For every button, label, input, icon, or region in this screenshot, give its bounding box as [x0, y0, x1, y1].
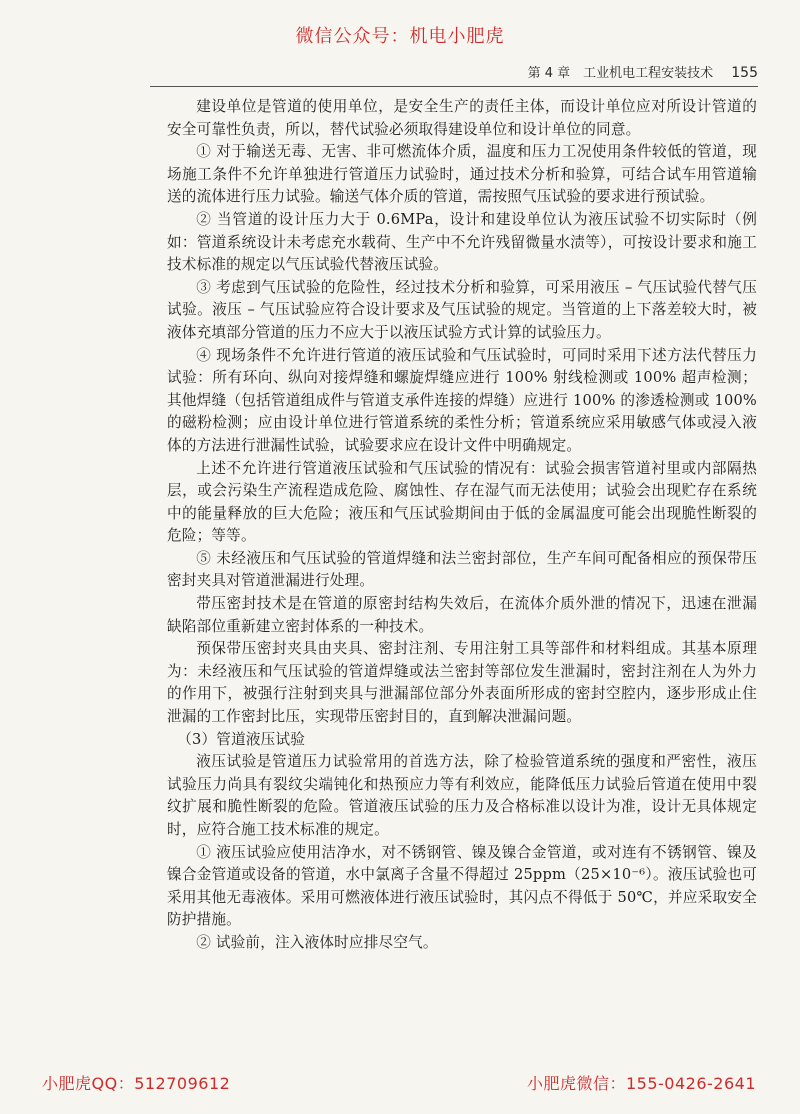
header-divider	[150, 86, 758, 87]
body-text	[167, 96, 757, 955]
paragraph: ② 试验前，注入液体时应排尽空气。	[196, 933, 438, 951]
section-heading: （3）管道液压试验	[177, 730, 306, 748]
running-header	[150, 62, 758, 82]
paragraph: 建设单位是管道的使用单位，是安全生产的责任主体，而设计单位应对所设计管道的安全可靠性负责，所以，替代试验必须取得建设单位和设计单位的同意。	[167, 98, 757, 138]
wechat-contact-watermark: 小肥虎微信：155-0426-2641	[526, 1074, 756, 1093]
paragraph: ④ 现场条件不允许进行管道的液压试验和气压试验时，可同时采用下述方法代替压力试验：所有环向、纵向对接焊缝和螺旋焊缝应进行 100% 射线检测或 100% 超声检测；其他焊缝（包括管道组成件与管道支承件连接的焊缝）应进行 100% 的渗透检测或 100% 的磁粉检测；应由设计单位进行管道系统的柔性分析；管道系统应采用敏感气体或浸入液体的方法进行泄漏性试验，试验要求应在设计文件中明确规定。	[167, 346, 757, 454]
paragraph: ③ 考虑到气压试验的危险性，经过技术分析和验算，可采用液压 – 气压试验代替气压试验。液压 – 气压试验应符合设计要求及气压试验的规定。当管道的上下落差较大时，被液体充填部分管道的压力不应大于以液压试验方式计算的试验压力。	[167, 278, 757, 341]
paragraph: 预保带压密封夹具由夹具、密封注剂、专用注射工具等部件和材料组成。其基本原理为：未经液压和气压试验的管道焊缝或法兰密封等部位发生泄漏时，密封注剂在人为外力的作用下，被强行注射到夹具与泄漏部位部分外表面所形成的密封空腔内，逐步形成止住泄漏的工作密封比压，实现带压密封目的，直到解决泄漏问题。	[167, 640, 757, 726]
qq-watermark: 小肥虎QQ：512709612	[42, 1074, 231, 1093]
paragraph: ⑤ 未经液压和气压试验的管道焊缝和法兰密封部位，生产车间可配备相应的预保带压密封夹具对管道泄漏进行处理。	[167, 549, 757, 590]
paragraph: 液压试验是管道压力试验常用的首选方法，除了检验管道系统的强度和严密性，液压试验压力尚具有裂纹尖端钝化和热预应力等有利效应，能降低压力试验后管道在使用中裂纹扩展和脆性断裂的危险。管道液压试验的压力及合格标准以设计为准，设计无具体规定时，应符合施工技术标准的规定。	[167, 753, 757, 838]
paragraph: ② 当管道的设计压力大于 0.6MPa，设计和建设单位认为液压试验不切实际时（例如：管道系统设计未考虑充水载荷、生产中不允许残留微量水渍等），可按设计要求和施工技术标准的规定以气压试验代替液压试验。	[167, 210, 757, 274]
wechat-watermark: 微信公众号：机电小肥虎	[295, 26, 505, 47]
paragraph: ① 液压试验应使用洁净水，对不锈钢管、镍及镍合金管道，或对连有不锈钢管、镍及镍合金管道或设备的管道，水中氯离子含量不得超过 25ppm（25×10⁻⁶）。液压试验也可采用其他无毒液体。采用可燃液体进行液压试验时，其闪点不得低于 50℃，并应采取安全防护措施。	[167, 843, 757, 929]
paragraph: 上述不允许进行管道液压试验和气压试验的情况有：试验会损害管道衬里或内部隔热层，或会污染生产流程造成危险、腐蚀性、存在湿气而无法使用；试验会出现贮存在系统中的能量释放的巨大危险；液压和气压试验期间由于低的金属温度可能会出现脆性断裂的危险；等等。	[167, 459, 757, 545]
chapter-title: 第 4 章 工业机电工程安装技术	[527, 66, 714, 81]
page-number: 155	[731, 65, 758, 81]
paragraph: ① 对于输送无毒、无害、非可燃流体介质，温度和压力工况使用条件较低的管道，现场施工条件不允许单独进行管道压力试验时，通过技术分析和验算，可结合试车用管道输送的流体进行压力试验。输送气体介质的管道，需按照气压试验的要求进行预试验。	[167, 143, 757, 206]
paragraph: 带压密封技术是在管道的原密封结构失效后，在流体介质外泄的情况下，迅速在泄漏缺陷部位重新建立密封体系的一种技术。	[167, 595, 757, 635]
